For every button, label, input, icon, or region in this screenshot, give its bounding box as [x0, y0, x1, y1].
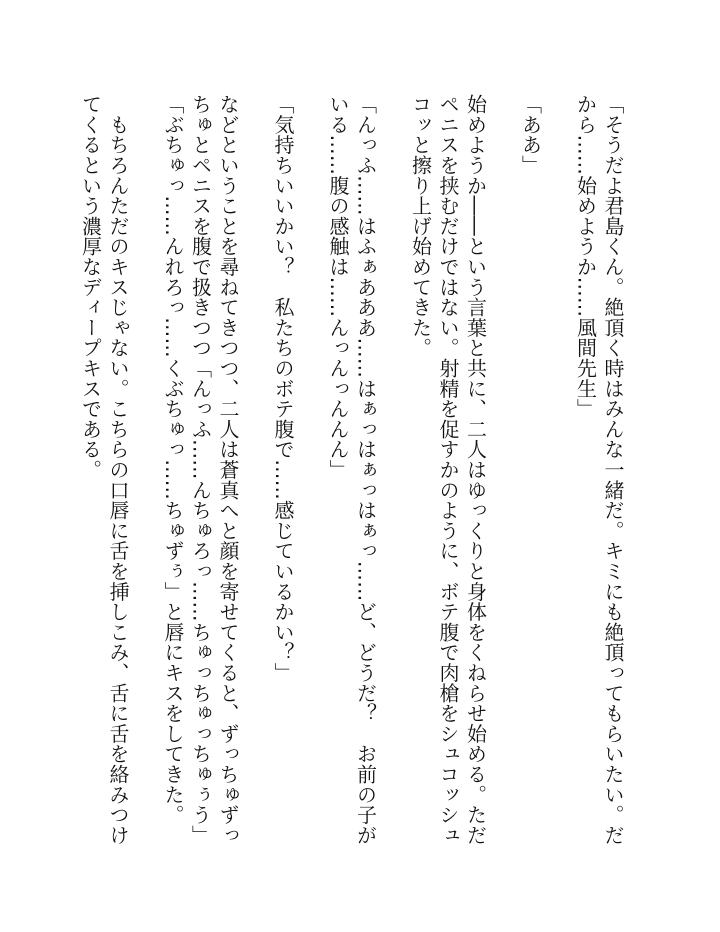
vertical-text-body — [76, 94, 626, 854]
blank-line — [379, 94, 407, 854]
blank-line — [131, 94, 159, 854]
paragraph: もちろんただのキスじゃない。こちらの口唇に舌を挿しこみ、舌に舌を絡みつけてくるという濃厚なディープキスである。 — [78, 94, 130, 846]
blank-line — [544, 94, 572, 854]
paragraph: などということを尋ねてきつつ、二人は蒼真へと顔を寄せてくると、ずっちゅずっちゅとペニスを腹で扱きつつ「んっふ……んちゅろっ……ちゅっちゅっちゅぅう」「ぶちゅっ……んれろっ……くぶちゅっ……ちゅずぅ」と唇にキスをしてきた。 — [161, 94, 240, 846]
blank-line — [241, 94, 269, 854]
blank-line — [296, 94, 324, 854]
blank-line — [489, 94, 517, 854]
paragraph: 「んっふ……はふぁあああ……はぁっはぁっはぁっ……ど、どうだ？ お前の子がいる……腹の感触は……んっんっんんん」 — [326, 94, 378, 846]
paragraph: 「そうだよ君島くん。絶頂く時はみんな一緒だ。キミにも絶頂ってもらいたい。だから……始めようか……風間先生」 — [573, 94, 625, 846]
paragraph: 「ああ」 — [518, 94, 543, 176]
paragraph: 始めようか――という言葉と共に、二人はゆっくりと身体をくねらせ始める。ただペニスを挟むだけではない。射精を促すかのように、ボテ腹で肉槍をシュコッシュコッと擦り上げ始めてきた。 — [408, 94, 488, 846]
paragraph: 「気持ちいいかい？ 私たちのボテ腹で……感じているかい？」 — [271, 94, 295, 683]
